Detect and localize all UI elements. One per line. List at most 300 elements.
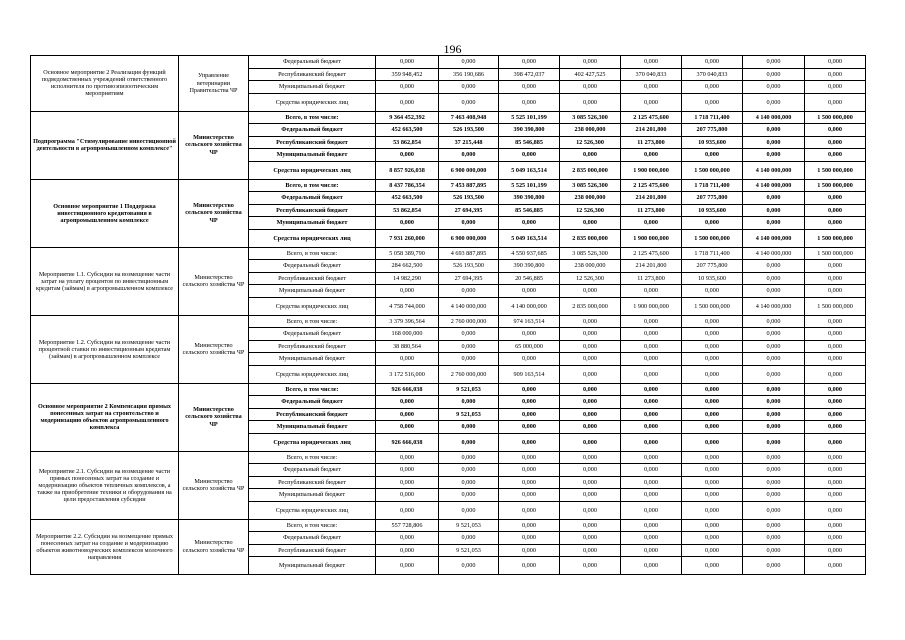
amount-cell: 284 662,500	[376, 260, 439, 273]
amount-cell: 0,000	[499, 149, 560, 162]
amount-cell: 9 521,053	[439, 544, 499, 557]
amount-cell: 0,000	[376, 56, 439, 69]
responsible-executor: Министерство сельского хозяйства ЧР	[179, 383, 249, 451]
amount-cell: 909 163,514	[499, 365, 560, 383]
amount-cell: 238 000,000	[560, 192, 621, 205]
amount-cell: 0,000	[743, 204, 805, 217]
amount-cell: 0,000	[376, 217, 439, 230]
program-name: Основное мероприятие 1 Поддержка инвестиционного кредитования в агропромышленном комплексе	[31, 179, 179, 247]
amount-cell: 11 273,800	[621, 204, 682, 217]
amount-cell: 207 775,800	[682, 192, 743, 205]
amount-cell: 0,000	[376, 557, 439, 575]
amount-cell: 0,000	[805, 204, 866, 217]
amount-cell: 0,000	[439, 433, 499, 451]
amount-cell: 0,000	[621, 93, 682, 111]
amount-cell: 0,000	[743, 124, 805, 137]
amount-cell: 0,000	[621, 81, 682, 94]
program-name: Мероприятие 1.1. Субсидии на возмещение части затрат на уплату процентов по инвестиционным кредитам (займам) в агропромышленном комплексе	[31, 247, 179, 315]
program-name: Мероприятие 1.2. Субсидии на возмещение части процентной ставки по инвестиционным кредитам (займам) в агропромышленном комплексе	[31, 315, 179, 383]
amount-cell: 0,000	[805, 532, 866, 545]
amount-cell: 1 500 000,000	[805, 161, 866, 179]
amount-cell: 402 427,525	[560, 68, 621, 81]
budget-table	[30, 55, 866, 575]
amount-cell: 2 760 000,000	[439, 315, 499, 328]
funding-source: Республиканский бюджет	[249, 340, 376, 353]
amount-cell: 0,000	[682, 519, 743, 532]
amount-cell: 0,000	[560, 557, 621, 575]
amount-cell: 0,000	[499, 328, 560, 341]
amount-cell: 0,000	[439, 217, 499, 230]
funding-source: Всего, в том числе:	[249, 111, 376, 124]
amount-cell: 974 163,514	[499, 315, 560, 328]
amount-cell: 0,000	[621, 383, 682, 396]
amount-cell: 0,000	[805, 464, 866, 477]
funding-source: Средства юридических лиц	[249, 433, 376, 451]
amount-cell: 0,000	[682, 544, 743, 557]
amount-cell: 0,000	[805, 68, 866, 81]
amount-cell: 0,000	[743, 433, 805, 451]
amount-cell: 0,000	[682, 557, 743, 575]
amount-cell: 0,000	[805, 544, 866, 557]
amount-cell: 0,000	[560, 451, 621, 464]
amount-cell: 0,000	[499, 56, 560, 69]
amount-cell: 0,000	[743, 328, 805, 341]
amount-cell: 0,000	[805, 56, 866, 69]
amount-cell: 1 500 000,000	[805, 247, 866, 260]
amount-cell: 8 437 786,354	[376, 179, 439, 192]
funding-source: Федеральный бюджет	[249, 532, 376, 545]
amount-cell: 1 718 711,400	[682, 179, 743, 192]
amount-cell: 12 526,300	[560, 272, 621, 285]
amount-cell: 0,000	[499, 544, 560, 557]
amount-cell: 0,000	[376, 451, 439, 464]
amount-cell: 0,000	[621, 451, 682, 464]
amount-cell: 0,000	[682, 365, 743, 383]
responsible-executor: Министерство сельского хозяйства ЧР	[179, 315, 249, 383]
funding-source: Всего, в том числе:	[249, 179, 376, 192]
amount-cell: 0,000	[682, 217, 743, 230]
amount-cell: 0,000	[743, 464, 805, 477]
amount-cell: 0,000	[621, 408, 682, 421]
amount-cell: 0,000	[805, 328, 866, 341]
funding-source: Средства юридических лиц	[249, 229, 376, 247]
amount-cell: 0,000	[499, 408, 560, 421]
amount-cell: 0,000	[743, 81, 805, 94]
amount-cell: 0,000	[439, 56, 499, 69]
amount-cell: 557 728,806	[376, 519, 439, 532]
amount-cell: 0,000	[805, 272, 866, 285]
amount-cell: 4 550 937,685	[499, 247, 560, 260]
amount-cell: 20 546,885	[499, 272, 560, 285]
amount-cell: 0,000	[743, 149, 805, 162]
amount-cell: 0,000	[743, 353, 805, 366]
funding-source: Федеральный бюджет	[249, 192, 376, 205]
amount-cell: 0,000	[805, 489, 866, 502]
amount-cell: 0,000	[743, 383, 805, 396]
amount-cell: 526 193,500	[439, 260, 499, 273]
funding-source: Всего, в том числе:	[249, 519, 376, 532]
amount-cell: 0,000	[805, 519, 866, 532]
amount-cell: 0,000	[560, 476, 621, 489]
amount-cell: 0,000	[439, 81, 499, 94]
amount-cell: 0,000	[560, 315, 621, 328]
amount-cell: 0,000	[621, 501, 682, 519]
program-name: Подпрограмма "Стимулирование инвестиционной деятельности в агропромышленном комплексе"	[31, 111, 179, 179]
amount-cell: 0,000	[376, 149, 439, 162]
amount-cell: 12 526,300	[560, 204, 621, 217]
amount-cell: 214 201,800	[621, 192, 682, 205]
amount-cell: 238 000,000	[560, 124, 621, 137]
page-number: 196	[443, 42, 462, 56]
amount-cell: 1 900 000,000	[621, 297, 682, 315]
amount-cell: 0,000	[805, 451, 866, 464]
amount-cell: 0,000	[560, 464, 621, 477]
funding-source: Республиканский бюджет	[249, 544, 376, 557]
amount-cell: 207 775,800	[682, 260, 743, 273]
amount-cell: 0,000	[560, 340, 621, 353]
funding-source: Средства юридических лиц	[249, 501, 376, 519]
funding-source: Средства юридических лиц	[249, 161, 376, 179]
amount-cell: 0,000	[560, 353, 621, 366]
amount-cell: 7 453 887,895	[439, 179, 499, 192]
amount-cell: 53 862,854	[376, 136, 439, 149]
amount-cell: 2 835 000,000	[560, 161, 621, 179]
amount-cell: 0,000	[376, 81, 439, 94]
amount-cell: 926 666,038	[376, 433, 439, 451]
amount-cell: 4 758 744,000	[376, 297, 439, 315]
amount-cell: 4 140 000,000	[499, 297, 560, 315]
funding-source: Муниципальный бюджет	[249, 421, 376, 434]
amount-cell: 0,000	[743, 451, 805, 464]
amount-cell: 0,000	[743, 557, 805, 575]
amount-cell: 0,000	[499, 451, 560, 464]
amount-cell: 2 835 000,000	[560, 297, 621, 315]
funding-source: Всего, в том числе:	[249, 383, 376, 396]
program-name: Основное мероприятие 2 Реализация функций подведомственных учреждений ответственного исполнителя по противоэпизоотическим мероприятиям	[31, 56, 179, 112]
amount-cell: 390 390,800	[499, 260, 560, 273]
amount-cell: 0,000	[805, 124, 866, 137]
amount-cell: 0,000	[439, 353, 499, 366]
amount-cell: 390 390,800	[499, 124, 560, 137]
funding-source: Всего, в том числе:	[249, 247, 376, 260]
amount-cell: 0,000	[682, 56, 743, 69]
amount-cell: 0,000	[499, 285, 560, 298]
amount-cell: 214 201,800	[621, 260, 682, 273]
amount-cell: 0,000	[439, 93, 499, 111]
amount-cell: 1 500 000,000	[682, 297, 743, 315]
amount-cell: 0,000	[499, 489, 560, 502]
amount-cell: 0,000	[805, 557, 866, 575]
amount-cell: 0,000	[743, 56, 805, 69]
funding-source: Федеральный бюджет	[249, 124, 376, 137]
amount-cell: 0,000	[439, 532, 499, 545]
amount-cell: 9 521,053	[439, 383, 499, 396]
amount-cell: 0,000	[743, 68, 805, 81]
amount-cell: 0,000	[805, 285, 866, 298]
amount-cell: 452 663,500	[376, 192, 439, 205]
amount-cell: 0,000	[682, 149, 743, 162]
amount-cell: 0,000	[743, 396, 805, 409]
amount-cell: 0,000	[621, 217, 682, 230]
funding-source: Муниципальный бюджет	[249, 81, 376, 94]
amount-cell: 0,000	[805, 217, 866, 230]
amount-cell: 0,000	[621, 489, 682, 502]
amount-cell: 0,000	[743, 93, 805, 111]
program-name: Мероприятие 2.2. Субсидии на возмещение прямых понесенных затрат на создание и модернизацию объектов животноводческих комплексов молочного направления	[31, 519, 179, 575]
amount-cell: 0,000	[743, 501, 805, 519]
amount-cell: 2 125 475,600	[621, 111, 682, 124]
amount-cell: 65 000,000	[499, 340, 560, 353]
amount-cell: 5 049 163,514	[499, 161, 560, 179]
amount-cell: 0,000	[560, 532, 621, 545]
amount-cell: 0,000	[621, 396, 682, 409]
amount-cell: 0,000	[499, 383, 560, 396]
funding-source: Средства юридических лиц	[249, 365, 376, 383]
amount-cell: 214 201,800	[621, 124, 682, 137]
amount-cell: 5 525 101,199	[499, 179, 560, 192]
amount-cell: 1 900 000,000	[621, 229, 682, 247]
amount-cell: 0,000	[560, 328, 621, 341]
responsible-executor: Министерство сельского хозяйства ЧР	[179, 179, 249, 247]
responsible-executor: Министерство сельского хозяйства ЧР	[179, 519, 249, 575]
funding-source: Федеральный бюджет	[249, 464, 376, 477]
amount-cell: 4 140 000,000	[439, 297, 499, 315]
amount-cell: 0,000	[621, 476, 682, 489]
amount-cell: 0,000	[743, 192, 805, 205]
program-name: Основное мероприятие 2 Компенсация прямых понесенных затрат на строительство и модернизацию объектов агропромышленного комплекса	[31, 383, 179, 451]
amount-cell: 0,000	[376, 396, 439, 409]
amount-cell: 0,000	[621, 56, 682, 69]
amount-cell: 27 694,395	[439, 204, 499, 217]
amount-cell: 0,000	[682, 383, 743, 396]
amount-cell: 10 935,600	[682, 204, 743, 217]
amount-cell: 85 546,885	[499, 136, 560, 149]
amount-cell: 0,000	[621, 433, 682, 451]
amount-cell: 398 472,037	[499, 68, 560, 81]
amount-cell: 0,000	[805, 476, 866, 489]
amount-cell: 4 140 000,000	[743, 247, 805, 260]
amount-cell: 38 880,564	[376, 340, 439, 353]
amount-cell: 7 931 260,000	[376, 229, 439, 247]
funding-source: Средства юридических лиц	[249, 93, 376, 111]
table-row	[31, 111, 866, 124]
funding-source: Федеральный бюджет	[249, 396, 376, 409]
amount-cell: 0,000	[743, 260, 805, 273]
funding-source: Республиканский бюджет	[249, 408, 376, 421]
amount-cell: 0,000	[376, 93, 439, 111]
amount-cell: 0,000	[621, 464, 682, 477]
amount-cell: 0,000	[499, 217, 560, 230]
amount-cell: 0,000	[439, 285, 499, 298]
amount-cell: 4 140 000,000	[743, 161, 805, 179]
amount-cell: 0,000	[743, 272, 805, 285]
amount-cell: 0,000	[682, 501, 743, 519]
amount-cell: 0,000	[560, 285, 621, 298]
amount-cell: 0,000	[743, 519, 805, 532]
amount-cell: 0,000	[805, 383, 866, 396]
amount-cell: 0,000	[682, 476, 743, 489]
amount-cell: 4 140 000,000	[743, 111, 805, 124]
funding-source: Муниципальный бюджет	[249, 217, 376, 230]
amount-cell: 0,000	[682, 421, 743, 434]
amount-cell: 0,000	[560, 489, 621, 502]
amount-cell: 37 215,448	[439, 136, 499, 149]
amount-cell: 0,000	[499, 464, 560, 477]
amount-cell: 0,000	[439, 340, 499, 353]
amount-cell: 0,000	[560, 383, 621, 396]
amount-cell: 452 663,500	[376, 124, 439, 137]
amount-cell: 0,000	[621, 557, 682, 575]
amount-cell: 0,000	[499, 476, 560, 489]
amount-cell: 0,000	[743, 489, 805, 502]
amount-cell: 1 500 000,000	[805, 111, 866, 124]
amount-cell: 0,000	[621, 353, 682, 366]
amount-cell: 0,000	[682, 353, 743, 366]
amount-cell: 0,000	[560, 433, 621, 451]
funding-source: Всего, в том числе:	[249, 451, 376, 464]
amount-cell: 168 000,000	[376, 328, 439, 341]
amount-cell: 0,000	[743, 340, 805, 353]
amount-cell: 0,000	[376, 489, 439, 502]
amount-cell: 0,000	[560, 81, 621, 94]
responsible-executor: Министерство сельского хозяйства ЧР	[179, 111, 249, 179]
amount-cell: 526 193,500	[439, 192, 499, 205]
amount-cell: 0,000	[499, 532, 560, 545]
amount-cell: 0,000	[621, 285, 682, 298]
amount-cell: 0,000	[805, 149, 866, 162]
amount-cell: 1 718 711,400	[682, 111, 743, 124]
table-row	[31, 383, 866, 396]
amount-cell: 0,000	[682, 315, 743, 328]
amount-cell: 14 982,290	[376, 272, 439, 285]
amount-cell: 2 125 475,600	[621, 247, 682, 260]
amount-cell: 0,000	[621, 340, 682, 353]
amount-cell: 0,000	[743, 476, 805, 489]
funding-source: Федеральный бюджет	[249, 260, 376, 273]
amount-cell: 3 085 526,300	[560, 111, 621, 124]
amount-cell: 0,000	[682, 532, 743, 545]
table-row	[31, 56, 866, 69]
amount-cell: 0,000	[499, 501, 560, 519]
amount-cell: 0,000	[805, 396, 866, 409]
amount-cell: 1 500 000,000	[682, 229, 743, 247]
amount-cell: 359 948,452	[376, 68, 439, 81]
amount-cell: 0,000	[805, 260, 866, 273]
amount-cell: 3 085 526,300	[560, 247, 621, 260]
amount-cell: 9 521,053	[439, 519, 499, 532]
amount-cell: 926 666,038	[376, 383, 439, 396]
amount-cell: 4 140 000,000	[743, 229, 805, 247]
amount-cell: 5 058 389,790	[376, 247, 439, 260]
amount-cell: 1 900 000,000	[621, 161, 682, 179]
amount-cell: 0,000	[805, 433, 866, 451]
amount-cell: 0,000	[621, 544, 682, 557]
amount-cell: 0,000	[560, 421, 621, 434]
amount-cell: 10 935,600	[682, 136, 743, 149]
amount-cell: 0,000	[621, 365, 682, 383]
amount-cell: 526 193,500	[439, 124, 499, 137]
amount-cell: 0,000	[621, 519, 682, 532]
amount-cell: 238 000,000	[560, 260, 621, 273]
amount-cell: 0,000	[439, 451, 499, 464]
amount-cell: 0,000	[439, 489, 499, 502]
responsible-executor: Управление ветеринарии Правительства ЧР	[179, 56, 249, 112]
amount-cell: 0,000	[805, 93, 866, 111]
amount-cell: 356 190,686	[439, 68, 499, 81]
amount-cell: 0,000	[621, 421, 682, 434]
amount-cell: 0,000	[560, 544, 621, 557]
amount-cell: 0,000	[439, 421, 499, 434]
amount-cell: 0,000	[743, 365, 805, 383]
amount-cell: 390 390,800	[499, 192, 560, 205]
funding-source: Республиканский бюджет	[249, 68, 376, 81]
amount-cell: 0,000	[805, 136, 866, 149]
amount-cell: 0,000	[682, 433, 743, 451]
amount-cell: 3 172 516,000	[376, 365, 439, 383]
amount-cell: 0,000	[682, 408, 743, 421]
funding-source: Федеральный бюджет	[249, 328, 376, 341]
funding-source: Республиканский бюджет	[249, 272, 376, 285]
responsible-executor: Министерство сельского хозяйства ЧР	[179, 247, 249, 315]
amount-cell: 0,000	[743, 136, 805, 149]
amount-cell: 0,000	[805, 353, 866, 366]
funding-source: Муниципальный бюджет	[249, 557, 376, 575]
amount-cell: 0,000	[376, 532, 439, 545]
amount-cell: 9 364 452,392	[376, 111, 439, 124]
amount-cell: 0,000	[376, 464, 439, 477]
amount-cell: 370 040,833	[682, 68, 743, 81]
amount-cell: 0,000	[743, 285, 805, 298]
amount-cell: 85 546,885	[499, 204, 560, 217]
funding-source: Федеральный бюджет	[249, 56, 376, 69]
amount-cell: 0,000	[560, 217, 621, 230]
amount-cell: 8 857 926,038	[376, 161, 439, 179]
amount-cell: 1 718 711,400	[682, 247, 743, 260]
amount-cell: 0,000	[376, 408, 439, 421]
amount-cell: 0,000	[682, 451, 743, 464]
amount-cell: 53 862,854	[376, 204, 439, 217]
amount-cell: 0,000	[376, 285, 439, 298]
amount-cell: 9 521,053	[439, 408, 499, 421]
program-name: Мероприятие 2.1. Субсидии на возмещение части прямых понесенных затрат на создание и модернизацию объектов тепличных комплексов, а также на приобретение техники и оборудования на цели предоставления субсидии	[31, 451, 179, 519]
amount-cell: 0,000	[743, 217, 805, 230]
amount-cell: 0,000	[560, 149, 621, 162]
amount-cell: 0,000	[805, 192, 866, 205]
table-row	[31, 315, 866, 328]
amount-cell: 7 463 408,948	[439, 111, 499, 124]
amount-cell: 0,000	[682, 285, 743, 298]
funding-source: Республиканский бюджет	[249, 204, 376, 217]
amount-cell: 2 760 000,000	[439, 365, 499, 383]
amount-cell: 1 500 000,000	[805, 297, 866, 315]
amount-cell: 0,000	[439, 149, 499, 162]
amount-cell: 0,000	[499, 353, 560, 366]
amount-cell: 4 140 000,000	[743, 179, 805, 192]
amount-cell: 0,000	[499, 421, 560, 434]
amount-cell: 6 900 000,000	[439, 161, 499, 179]
amount-cell: 0,000	[560, 519, 621, 532]
amount-cell: 0,000	[621, 315, 682, 328]
amount-cell: 0,000	[621, 149, 682, 162]
funding-source: Республиканский бюджет	[249, 476, 376, 489]
amount-cell: 0,000	[682, 93, 743, 111]
amount-cell: 0,000	[805, 408, 866, 421]
funding-source: Муниципальный бюджет	[249, 149, 376, 162]
amount-cell: 0,000	[499, 93, 560, 111]
amount-cell: 0,000	[621, 328, 682, 341]
responsible-executor: Министерство сельского хозяйства ЧР	[179, 451, 249, 519]
amount-cell: 0,000	[376, 544, 439, 557]
